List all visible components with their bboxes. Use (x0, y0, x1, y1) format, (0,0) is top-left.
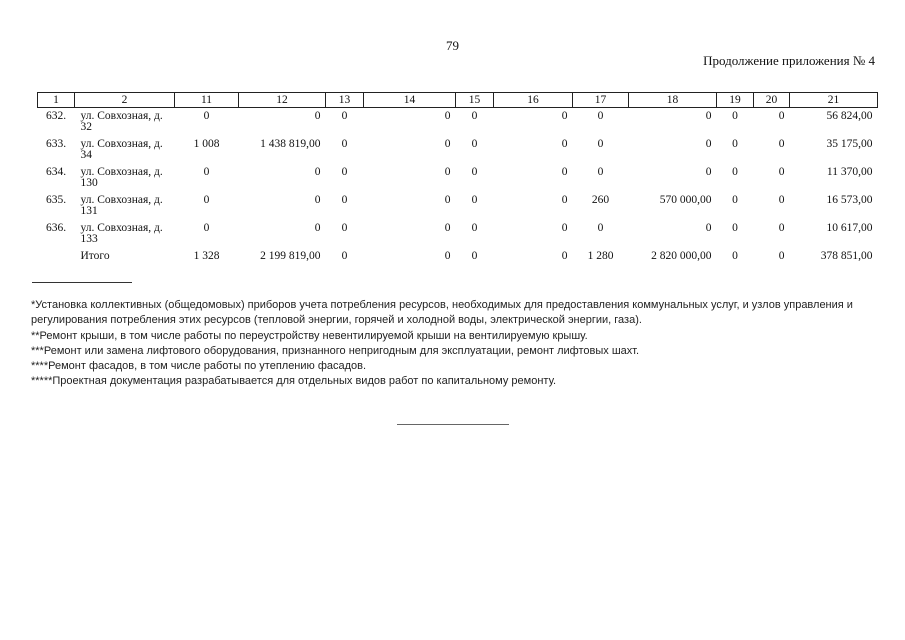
table-cell: 0 (705, 166, 712, 178)
table-cell: 0 (203, 194, 210, 206)
table-cell: 0 (203, 222, 210, 234)
table-cell: 16 573,00 (826, 194, 873, 206)
table-cell: 0 (314, 222, 321, 234)
table-cell: 0 (341, 194, 348, 206)
page-number: 79 (446, 38, 459, 53)
table-cell: 0 (732, 194, 738, 206)
address-cell: ул. Совхозная, д. 131 (80, 194, 163, 217)
address-cell: ул. Совхозная, д. 133 (80, 222, 163, 245)
table-cell: 0 (561, 250, 568, 262)
table-cell: 0 (314, 110, 321, 122)
table-cell: 0 (341, 138, 348, 150)
footnote: ***Ремонт или замена лифтового оборудования, признанного непригодным для эксплуатации, ремонт лифтовых шахт. (31, 344, 640, 357)
table-cell: 0 (705, 110, 712, 122)
address-cell: ул. Совхозная, д. 130 (80, 166, 163, 189)
table-cell: 0 (778, 110, 785, 122)
table-cell: 1 280 (587, 250, 614, 262)
col-header: 11 (175, 93, 239, 108)
table-cell: 633. (45, 138, 67, 150)
table-cell: 0 (561, 222, 568, 234)
table-cell: 0 (561, 166, 568, 178)
table-cell: 0 (314, 194, 321, 206)
end-rule (397, 424, 509, 425)
address-cell: ул. Совхозная, д. 34 (80, 138, 163, 161)
footnote: *Установка коллективных (общедомовых) приборов учета потребления ресурсов, необходимых для предоставления коммунальных услуг, и узлов управления и регулирования потребления этих ресурсов (тепловой энергии, горячей и холодной воды, электрической энергии, газа). (31, 299, 853, 327)
total-row (38, 248, 878, 276)
col-header: 15 (456, 93, 494, 108)
table-cell: 0 (705, 138, 712, 150)
table-cell: 0 (732, 138, 738, 150)
footnote: **Ремонт крыши, в том числе работы по переустройству невентилируемой крыши на вентилируемую крышу. (31, 329, 588, 342)
appendix-caption: Продолжение приложения № 4 (703, 53, 875, 68)
footnote: *****Проектная документация разрабатывается для отдельных видов работ по капитальному ремонту. (31, 375, 557, 388)
table-cell: 0 (732, 110, 738, 122)
table-cell: 0 (444, 138, 451, 150)
table-cell: 0 (597, 110, 604, 122)
table-cell: 260 (591, 194, 610, 206)
table-cell: 378 851,00 (820, 250, 873, 262)
table-cell: 1 008 (193, 138, 220, 150)
table-cell: 35 175,00 (826, 138, 873, 150)
table-cell: 0 (471, 138, 478, 150)
table-cell: 0 (732, 250, 738, 262)
address-cell: ул. Совхозная, д. 32 (80, 110, 163, 133)
col-header: 20 (754, 93, 790, 108)
table-cell: 0 (341, 166, 348, 178)
table-row (38, 108, 878, 137)
table-cell: 2 820 000,00 (651, 250, 712, 262)
col-header: 2 (75, 93, 175, 108)
table-row (38, 192, 878, 220)
address-cell: Итого (80, 250, 110, 262)
col-header: 12 (239, 93, 326, 108)
table-cell: 0 (732, 166, 738, 178)
table-cell: 570 000,00 (659, 194, 712, 206)
col-header: 19 (717, 93, 754, 108)
table-cell: 0 (471, 250, 478, 262)
table-cell: 1 328 (193, 250, 220, 262)
table-cell: 0 (778, 250, 785, 262)
table-cell: 0 (597, 138, 604, 150)
col-header: 13 (326, 93, 364, 108)
header-row (38, 93, 878, 108)
col-header: 16 (494, 93, 573, 108)
table-cell: 0 (597, 222, 604, 234)
table-cell: 635. (45, 194, 67, 206)
table-row (38, 164, 878, 192)
table-cell: 0 (561, 194, 568, 206)
table-cell: 0 (203, 110, 210, 122)
table-cell: 0 (705, 222, 712, 234)
table-row (38, 220, 878, 248)
table-cell: 0 (444, 194, 451, 206)
repair-table (37, 92, 878, 276)
col-header: 1 (38, 93, 75, 108)
table-cell: 0 (471, 166, 478, 178)
table-cell: 634. (45, 166, 67, 178)
col-header: 18 (629, 93, 717, 108)
table-cell: 0 (471, 110, 478, 122)
table-cell: 0 (444, 166, 451, 178)
table-cell: 1 438 819,00 (260, 138, 321, 150)
table-cell: 0 (471, 222, 478, 234)
table-cell: 0 (778, 194, 785, 206)
table-cell: 0 (341, 222, 348, 234)
table-cell: 0 (471, 194, 478, 206)
table-cell: 0 (561, 110, 568, 122)
footnote: ****Ремонт фасадов, в том числе работы по утеплению фасадов. (31, 360, 367, 373)
table-cell: 11 370,00 (826, 166, 873, 178)
table-cell: 0 (561, 138, 568, 150)
table-cell: 0 (444, 250, 451, 262)
table-cell: 0 (597, 166, 604, 178)
col-header: 14 (364, 93, 456, 108)
col-header: 17 (573, 93, 629, 108)
table-cell: 0 (732, 222, 738, 234)
table-cell: 0 (341, 250, 348, 262)
table-cell: 0 (778, 138, 785, 150)
table-cell: 0 (314, 166, 321, 178)
table-cell: 56 824,00 (826, 110, 873, 122)
table-cell: 636. (45, 222, 67, 234)
table-cell: 0 (778, 166, 785, 178)
table-end-rule (32, 282, 132, 283)
table-cell: 632. (45, 110, 67, 122)
table-row (38, 136, 878, 164)
table-cell (38, 248, 75, 276)
table-cell: 2 199 819,00 (260, 250, 321, 262)
table-cell: 0 (203, 166, 210, 178)
col-header: 21 (790, 93, 878, 108)
table-cell: 0 (444, 110, 451, 122)
table-cell: 0 (444, 222, 451, 234)
table-cell: 10 617,00 (826, 222, 873, 234)
table-cell: 0 (341, 110, 348, 122)
table-cell: 0 (778, 222, 785, 234)
footnotes (31, 298, 881, 390)
